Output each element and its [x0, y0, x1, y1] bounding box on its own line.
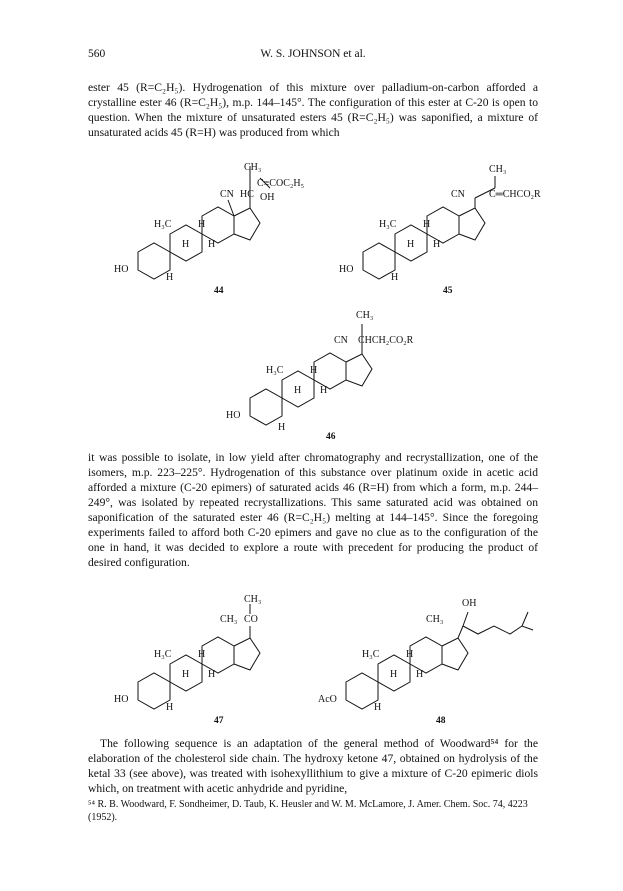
compound-number: 45 — [443, 286, 453, 296]
label-cn: CN — [451, 189, 465, 200]
running-title: W. S. JOHNSON et al. — [260, 48, 366, 60]
paragraph-3: The following sequence is an adaptation of the general method of Woodward⁵⁴ for the elaboration of the cholesterol side chain. The hydroxy ketone 47, obtained on hydrolysis of the ketal 33 (see above), was treated with isohexyllithium to give a mixture of C-20 epimeric diols which, on treatment with acetic anhydride and pyridine, — [88, 737, 538, 795]
label-h-4: H — [391, 272, 399, 283]
label-chch2co2r: CHCH₂CO₂R — [358, 335, 414, 346]
label-h3c: H₃C — [154, 649, 172, 660]
label-ch3: CH₃ — [244, 162, 262, 173]
label-h-1: H — [406, 649, 414, 660]
label-h-1: H — [198, 219, 206, 230]
label-h-2: H — [390, 669, 398, 680]
label-cooet: C≡COC₂H₅ — [257, 178, 305, 189]
page-number: 560 — [88, 48, 106, 60]
label-oh: OH — [260, 192, 275, 203]
label-ch3: CH₃ — [356, 310, 374, 321]
label-h-2: H — [407, 239, 415, 250]
label-ho: HO — [114, 694, 129, 705]
label-h-3: H — [320, 385, 328, 396]
paragraph-2: it was possible to isolate, in low yield after chromatography and recrystallization, one of the isomers, m.p. 223–225°. Hydrogenation of this substance over platinum oxide in acetic acid afforded a mixture (C-20 epimers) of saturated acids 46 (R=H) from which a form, m.p. 244–249°, was isolated by repeated recrystallizations. This same saturated acid was obtained on saponification of the saturated ester 46 (R=C₂H₅) melting at 144–145°. Since the foregoing experiments failed to afford both C-20 epimers and gave no clue as to the configuration of the one in hand, it was decided to explore a route with precedent for producing the product of desired configuration. — [88, 451, 538, 569]
label-aco: AcO — [318, 694, 337, 705]
label-ho: HO — [339, 264, 354, 275]
label-hc: HC — [240, 189, 254, 200]
label-ho: HO — [114, 264, 129, 275]
label-h-3: H — [208, 669, 216, 680]
label-ch3-top: CH₃ — [244, 594, 262, 605]
structure-47 — [110, 590, 300, 725]
label-h-1: H — [423, 219, 431, 230]
label-oh: OH — [462, 598, 477, 609]
label-h-4: H — [278, 422, 286, 433]
label-ch3: CH₃ — [489, 164, 507, 175]
label-ch3: CH₃ — [426, 614, 444, 625]
label-h-1: H — [310, 365, 318, 376]
paragraph-1: ester 45 (R=C₂H₅). Hydrogenation of this mixture over palladium-on-carbon afforded a crystalline ester 46 (R=C₂H₅), m.p. 144–145°. The configuration of this ester at C-20 is open to question. When the mixture of unsaturated esters 45 (R=C₂H₅) was saponified, a mixture of unsaturated acids 45 (R=H) was produced from which — [88, 81, 538, 139]
footnote: ⁵⁴ R. B. Woodward, F. Sondheimer, D. Taub, K. Heusler and W. M. McLamore, J. Amer. Chem. Soc. 74, 4223 (1952). — [88, 799, 528, 823]
label-h-4: H — [374, 702, 382, 713]
label-h3c: H₃C — [266, 365, 284, 376]
label-h-3: H — [433, 239, 441, 250]
label-h-4: H — [166, 702, 174, 713]
label-h-2: H — [182, 669, 190, 680]
label-co: CO — [244, 614, 258, 625]
structure-44 — [110, 160, 305, 296]
compound-number: 46 — [326, 432, 336, 442]
label-ho: HO — [226, 410, 241, 421]
structure-46 — [222, 302, 442, 442]
label-h3c: H₃C — [379, 219, 397, 230]
compound-number: 47 — [214, 716, 224, 726]
label-h-1: H — [198, 649, 206, 660]
label-h-4: H — [166, 272, 174, 283]
structure-45 — [335, 160, 541, 296]
page-header — [88, 48, 538, 64]
compound-number: 48 — [436, 716, 446, 726]
structure-48 — [318, 590, 548, 725]
label-h3c: H₃C — [154, 219, 172, 230]
label-h3c: H₃C — [362, 649, 380, 660]
label-h-2: H — [182, 239, 190, 250]
label-h-2: H — [294, 385, 302, 396]
compound-number: 44 — [214, 286, 224, 296]
label-cn: CN — [220, 189, 234, 200]
label-h-3: H — [208, 239, 216, 250]
label-cn: CN — [334, 335, 348, 346]
label-chco2r: C═CHCO₂R — [489, 189, 541, 200]
label-ch3-mid: CH₃ — [220, 614, 238, 625]
label-h-3: H — [416, 669, 424, 680]
steroid-skeleton — [346, 612, 533, 709]
